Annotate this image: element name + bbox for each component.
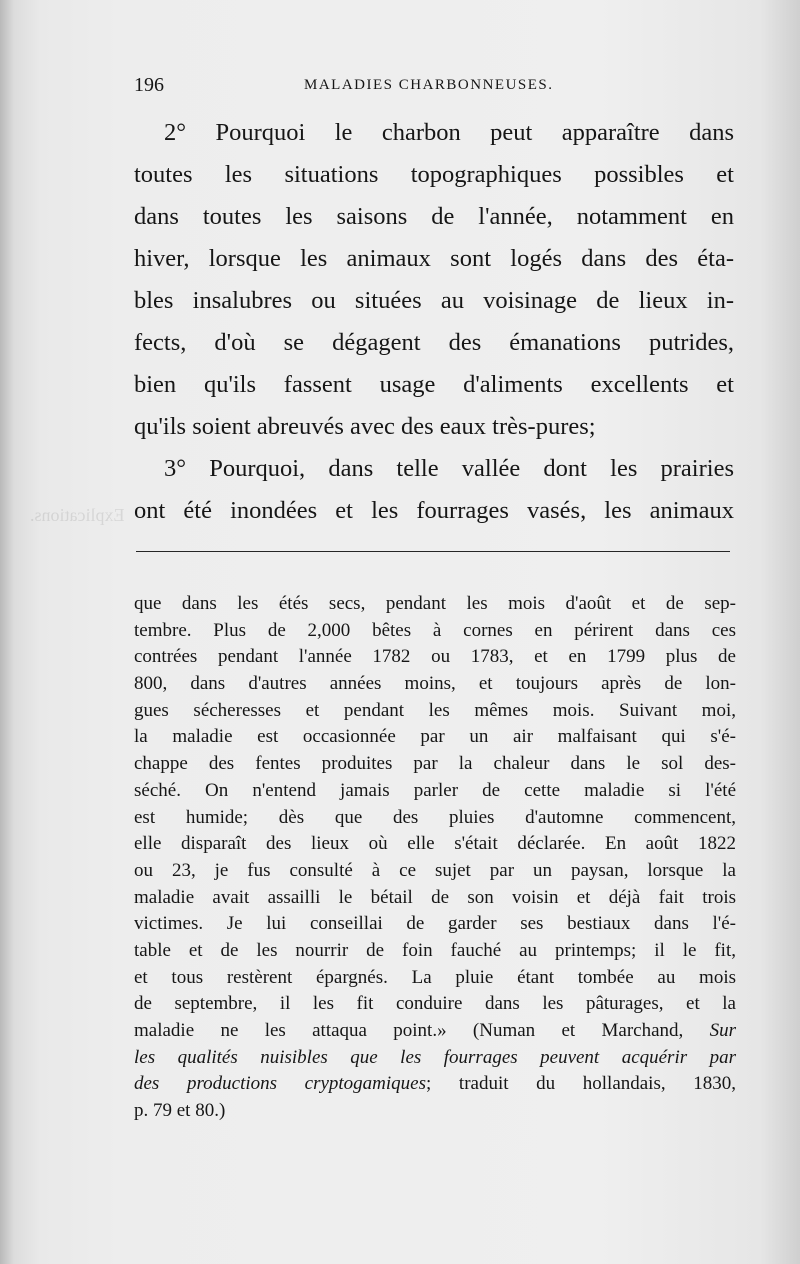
body-line: bles insalubres ou situées au voisinage de lieux in- (134, 287, 734, 314)
footnote-text: ; traduit du hollandais, 1830, (426, 1073, 736, 1095)
footnote-line-with-italic (134, 1018, 736, 1045)
footnote-line: séché. On n'entend jamais parler de cette maladie si l'été (134, 779, 736, 801)
footnote-line: chappe des fentes produites par la chaleur dans le sol des- (134, 753, 736, 775)
footnote-line: 800, dans d'autres années moins, et toujours après de lon- (134, 673, 736, 695)
footnote-citation-italic: des productions cryptogamiques (134, 1073, 427, 1095)
footnote-line: contrées pendant l'année 1782 ou 1783, et en 1799 plus de (134, 646, 736, 668)
footnote-line: tembre. Plus de 2,000 bêtes à cornes en périrent dans ces (134, 619, 736, 641)
footnote (134, 591, 736, 1125)
footnote-citation-italic: Sur (709, 1020, 736, 1041)
body-line: ont été inondées et les fourrages vasés, les animaux (134, 497, 734, 524)
main-text (134, 112, 734, 532)
footnote-line: victimes. Je lui conseillai de garder ses bestiaux dans l'é- (134, 913, 736, 935)
running-head: MALADIES CHARBONNEUSES. (304, 77, 554, 93)
footnote-line: elle disparaît des lieux où elle s'était déclarée. En août 1822 (134, 833, 736, 855)
footnote-line: est humide; dès que des pluies d'automne commencent, (134, 806, 736, 828)
footnote-rule (136, 551, 730, 552)
footnote-line: de septembre, il les fit conduire dans les pâturages, et la (134, 993, 736, 1015)
footnote-text: maladie ne les attaqua point.» (Numan et Marchand, (134, 1020, 684, 1041)
footnote-line: maladie avait assailli le bétail de son voisin et déjà fait trois (134, 886, 736, 908)
footnote-line: ou 23, je fus consulté à ce sujet par un paysan, lorsque la (134, 859, 736, 881)
footnote-citation-italic: les qualités nuisibles que les fourrages peuvent acquérir par (134, 1046, 736, 1068)
body-line: fects, d'où se dégagent des émanations putrides, (134, 329, 734, 356)
bleed-through-text: Explications. (30, 505, 125, 525)
footnote-line-italic (134, 1045, 736, 1072)
body-line: bien qu'ils fassent usage d'aliments excellents et (134, 371, 734, 398)
body-line: 3° Pourquoi, dans telle vallée dont les prairies (164, 455, 734, 482)
body-line: qu'ils soient abreuvés avec des eaux très-pures; (134, 413, 596, 440)
footnote-line: que dans les étés secs, pendant les mois d'août et de sep- (134, 593, 736, 614)
page-number: 196 (134, 74, 164, 96)
footnote-line: p. 79 et 80.) (134, 1100, 226, 1122)
body-line: hiver, lorsque les animaux sont logés dans des éta- (134, 245, 734, 272)
footnote-line-with-italic (134, 1071, 736, 1098)
body-line: toutes les situations topographiques possibles et (134, 161, 734, 188)
footnote-line: la maladie est occasionnée par un air malfaisant qui s'é- (134, 726, 736, 748)
footnote-line: table et de les nourrir de foin fauché au printemps; il le fit, (134, 939, 736, 961)
page-header (134, 74, 726, 98)
footnote-line: et tous restèrent épargnés. La pluie étant tombée au mois (134, 966, 736, 988)
footnote-line: gues sécheresses et pendant les mêmes mois. Suivant moi, (134, 699, 736, 721)
body-line: dans toutes les saisons de l'année, notamment en (134, 203, 734, 230)
body-line: 2° Pourquoi le charbon peut apparaître dans (164, 119, 734, 146)
